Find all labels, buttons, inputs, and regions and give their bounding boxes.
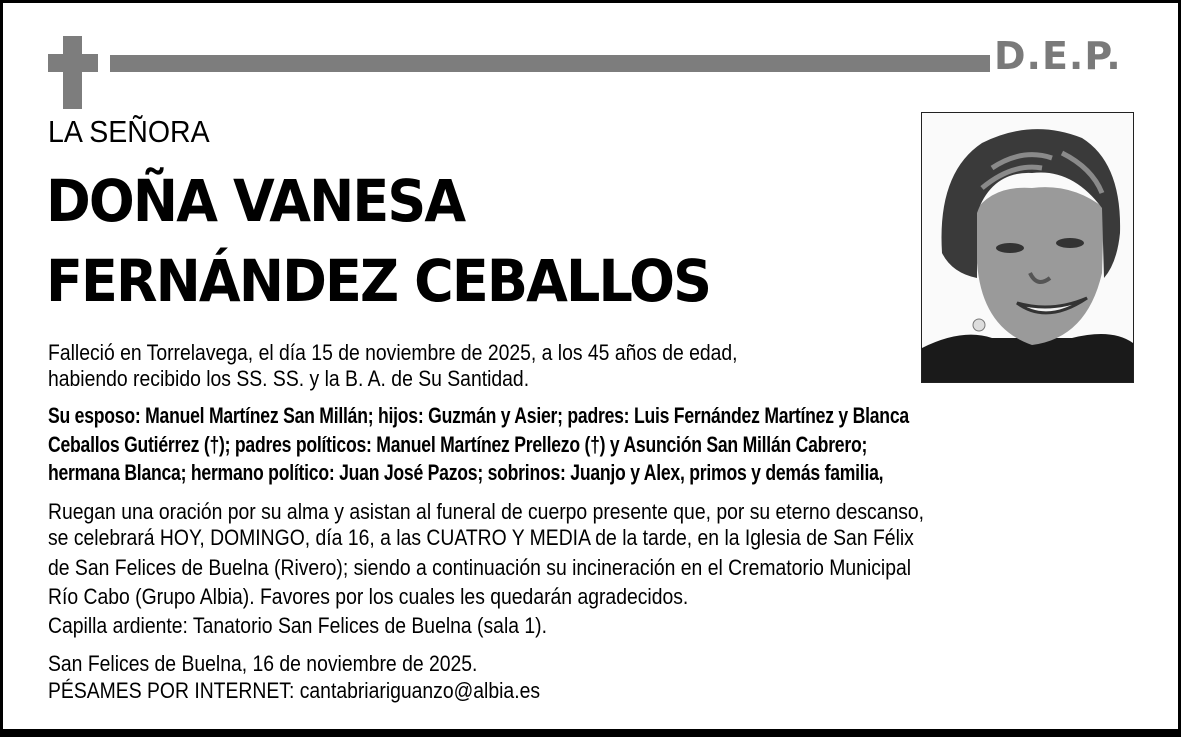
deceased-name-line1: DOÑA VANESA <box>46 167 465 235</box>
condolences-contact: PÉSAMES POR INTERNET: cantabriariguanzo@albia.es <box>48 678 541 703</box>
funeral-line: de San Felices de Buelna (Rivero); siendo a continuación su incineración en el Crematorio Municipal <box>48 555 912 580</box>
dep-label: D.E.P. <box>994 34 1122 78</box>
family-line: hermana Blanca; hermano político: Juan José Pazos; sobrinos: Juanjo y Alex, primos y demás familia, <box>48 460 884 485</box>
header-rule <box>110 55 990 72</box>
family-line: Su esposo: Manuel Martínez San Millán; hijos: Guzmán y Asier; padres: Luis Fernández Martínez y Blanca <box>48 403 909 428</box>
cross-icon-bar <box>48 54 98 72</box>
death-info-line: habiendo recibido los SS. SS. y la B. A. de Su Santidad. <box>48 366 530 391</box>
honorific-title: LA SEÑORA <box>48 114 210 149</box>
family-line: Ceballos Gutiérrez (†); padres políticos: Manuel Martínez Prellezo (†) y Asunción San Millán Cabrero; <box>48 432 868 457</box>
funeral-line: Río Cabo (Grupo Albia). Favores por los cuales les quedarán agradecidos. <box>48 584 689 609</box>
funeral-line: Ruegan una oración por su alma y asistan al funeral de cuerpo presente que, por su eterno descanso, <box>48 499 925 524</box>
place-date: San Felices de Buelna, 16 de noviembre de 2025. <box>48 651 478 676</box>
deceased-name-line2: FERNÁNDEZ CEBALLOS <box>46 247 711 315</box>
death-info-line: Falleció en Torrelavega, el día 15 de noviembre de 2025, a los 45 años de edad, <box>48 340 738 365</box>
funeral-line: se celebrará HOY, DOMINGO, día 16, a las CUATRO Y MEDIA de la tarde, en la Iglesia de San Félix <box>48 525 914 550</box>
portrait-image <box>922 113 1133 382</box>
portrait-photo <box>921 112 1134 383</box>
cross-icon <box>63 36 82 109</box>
funeral-line: Capilla ardiente: Tanatorio San Felices de Buelna (sala 1). <box>48 613 548 638</box>
